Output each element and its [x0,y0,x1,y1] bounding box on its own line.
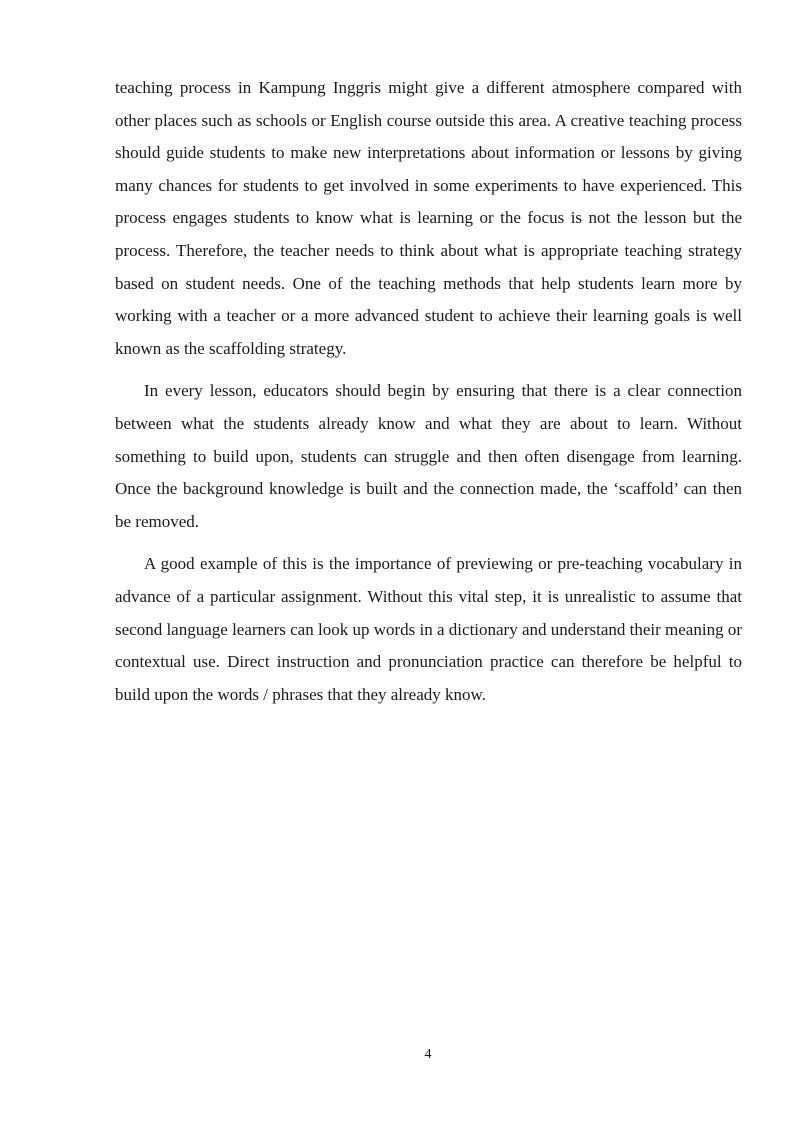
page-number: 4 [424,1047,432,1062]
paragraph-vocabulary-example: A good example of this is the importance of previewing or pre-teaching vocabulary in advance of a particular assignment. Without this vital step, it is unrealistic to assume that second language learners can look up words in a dictionary and understand their meaning or contextual use. Direct instruction and pronunciation practice can therefore be helpful to build upon the words / phrases that they already know. [115,554,742,704]
paragraph-scaffolding-connection: In every lesson, educators should begin by ensuring that there is a clear connection between what the students already know and what they are about to learn. Without something to build upon, students can struggle and then often disengage from learning. Once the background knowledge is built and the connection made, the ‘scaffold’ can then be removed. [115,381,742,531]
body-text [115,72,742,711]
paragraph-continuation: teaching process in Kampung Inggris might give a different atmosphere compared with other places such as schools or English course outside this area. A creative teaching process should guide students to make new interpretations about information or lessons by giving many chances for students to get involved in some experiments to have experienced. This process engages students to know what is learning or the focus is not the lesson but the process. Therefore, the teacher needs to think about what is appropriate teaching strategy based on student needs. One of the teaching methods that help students learn more by working with a teacher or a more advanced student to achieve their learning goals is well known as the scaffolding strategy. [115,78,742,358]
